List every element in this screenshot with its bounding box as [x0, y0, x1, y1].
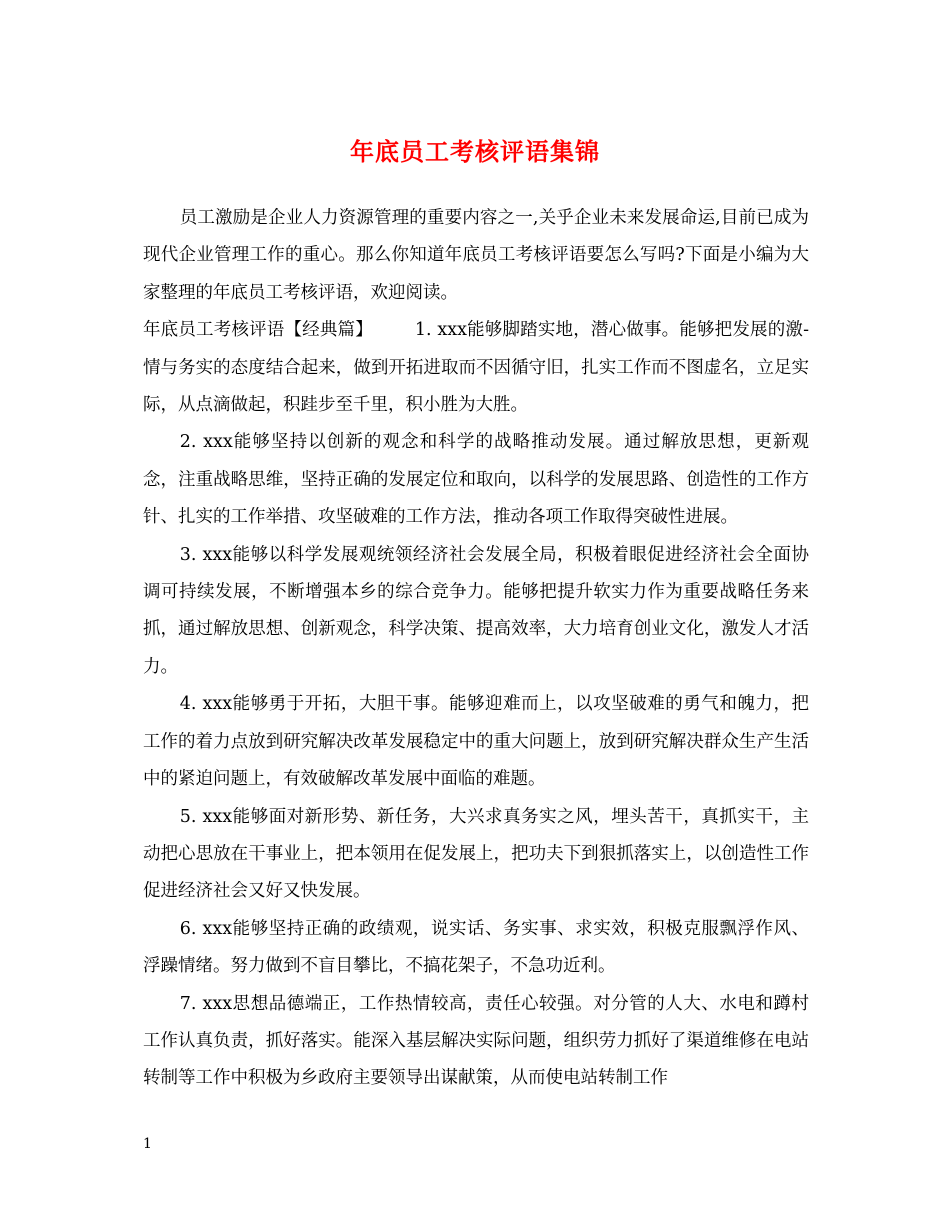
evaluation-item-4: 4. xxx能够勇于开拓，大胆干事。能够迎难而上，以攻坚破难的勇气和魄力，把工作的着力点放到研究解决改革发展稳定中的重大问题上，放到研究解决群众生产生活中的紧迫问题上，有效破解改革发展中面临的难题。	[143, 694, 809, 790]
document-body	[143, 200, 809, 1098]
evaluation-item-3: 3. xxx能够以科学发展观统领经济社会发展全局，积极着眼促进经济社会全面协调可持续发展，不断增强本乡的综合竞争力。能够把提升软实力作为重要战略任务来抓，通过解放思想、创新观念，科学决策、提高效率，大力培育创业文化，激发人才活力。	[143, 544, 809, 677]
section-heading: 年底员工考核评语【经典篇】	[143, 320, 373, 341]
evaluation-item-6: 6. xxx能够坚持正确的政绩观，说实话、务实事、求实效，积极克服飘浮作风、浮躁情绪。努力做到不盲目攀比，不搞花架子，不急功近利。	[143, 918, 809, 977]
document-title: 年底员工考核评语集锦	[350, 137, 600, 166]
page-number: 1	[143, 1136, 152, 1152]
evaluation-item-7: 7. xxx思想品德端正，工作热情较高，责任心较强。对分管的人大、水电和蹲村工作认真负责，抓好落实。能深入基层解决实际问题，组织劳力抓好了渠道维修在电站转制等工作中积极为乡政府主要领导出谋献策，从而使电站转制工作	[143, 993, 809, 1089]
evaluation-item-5: 5. xxx能够面对新形势、新任务，大兴求真务实之风，埋头苦干，真抓实干，主动把心思放在干事业上，把本领用在促发展上，把功夫下到狠抓落实上，以创造性工作促进经济社会又好又快发展。	[143, 806, 809, 902]
section-paragraph	[143, 312, 809, 424]
intro-paragraph: 员工激励是企业人力资源管理的重要内容之一,关乎企业未来发展命运,目前已成为现代企业管理工作的重心。那么你知道年底员工考核评语要怎么写吗?下面是小编为大家整理的年底员工考核评语，欢迎阅读。	[143, 208, 809, 303]
evaluation-item-2: 2. xxx能够坚持以创新的观念和科学的战略推动发展。通过解放思想，更新观念，注重战略思维，坚持正确的发展定位和取向，以科学的发展思路、创造性的工作方针、扎实的工作举措、攻坚破难的工作方法，推动各项工作取得突破性进展。	[143, 432, 809, 528]
evaluation-item-1: 1. xxx能够脚踏实地，潜心做事。能够把发展的激-情与务实的态度结合起来，做到开拓进取而不因循守旧，扎实工作而不图虚名，立足实际，从点滴做起，积跬步至千里，积小胜为大胜。	[143, 320, 810, 416]
